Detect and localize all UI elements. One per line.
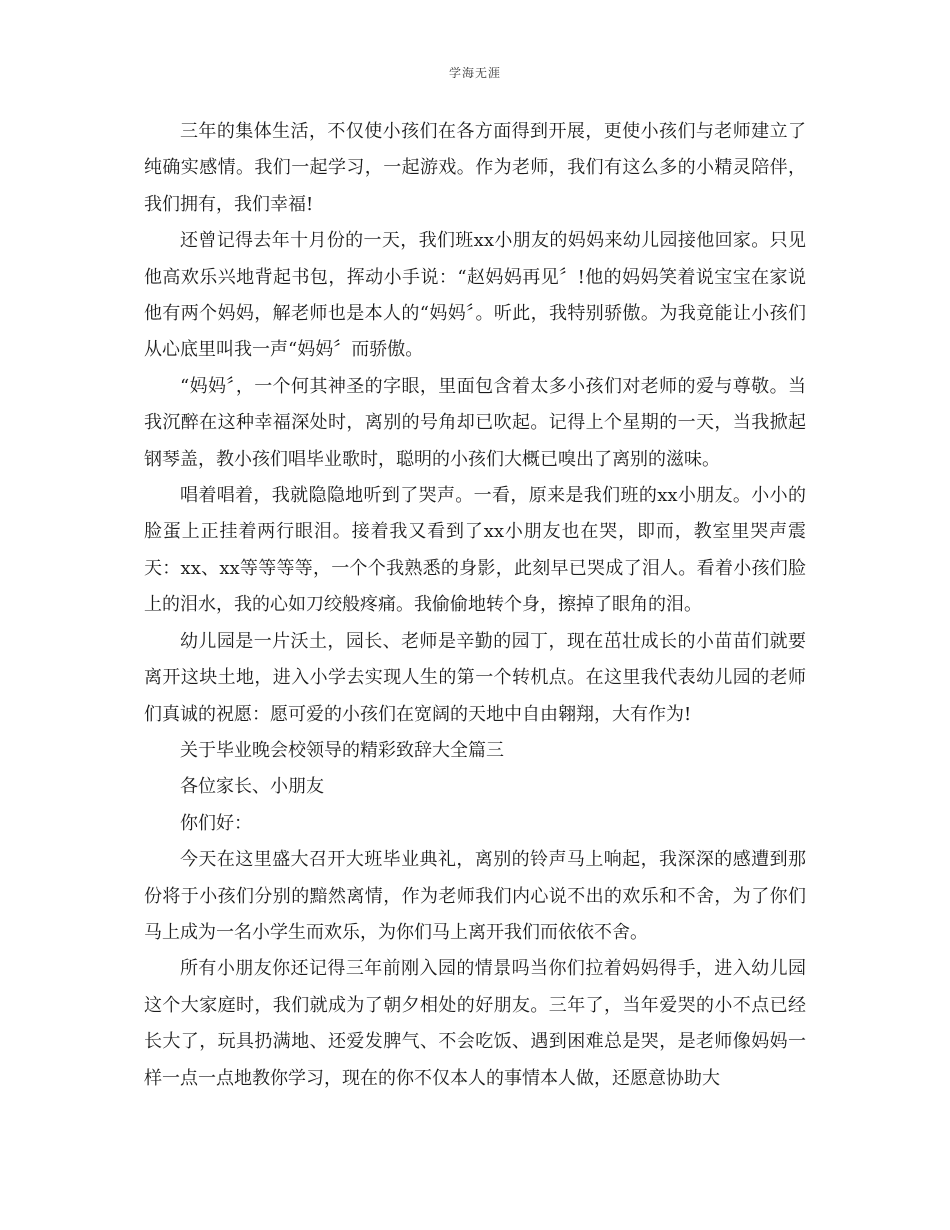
document-body — [144, 114, 806, 1097]
paragraph-6: 今天在这里盛大召开大班毕业典礼，离别的铃声马上响起，我深深的感遭到那份将于小孩们分别的黯然离情，作为老师我们内心说不出的欢乐和不舍，为了你们马上成为一名小学生而欢乐，为你们马上离开我们而依依不舍。 — [144, 849, 806, 943]
paragraph-3: “妈妈〞，一个何其神圣的字眼，里面包含着太多小孩们对老师的爱与尊敬。当我沉醉在这种幸福深处时，离别的号角却已吹起。记得上个星期的一天，当我掀起钢琴盖，教小孩们唱毕业歌时，聪明的小孩们大概已嗅出了离别的滋味。 — [144, 375, 806, 470]
paragraph-1: 三年的集体生活，不仅使小孩们在各方面得到开展，更使小孩们与老师建立了纯确实感情。我们一起学习，一起游戏。作为老师，我们有这么多的小精灵陪伴，我们拥有，我们幸福! — [144, 121, 806, 215]
section-heading: 关于毕业晚会校领导的精彩致辞大全篇三 — [180, 739, 504, 761]
paragraph-7: 所有小朋友你还记得三年前刚入园的情景吗当你们拉着妈妈得手，进入幼儿园这个大家庭时，我们就成为了朝夕相处的好朋友。三年了，当年爱哭的小不点已经长大了，玩具扔满地、还爱发脾气、不会吃饭、遇到困难总是哭，是老师像妈妈一样一点一点地教你学习，现在的你不仅本人的事情本人做，还愿意协助大 — [144, 958, 806, 1089]
paragraph-4: 唱着唱着，我就隐隐地听到了哭声。一看，原来是我们班的xx小朋友。小小的脸蛋上正挂着两行眼泪。接着我又看到了xx小朋友也在哭，即而，教室里哭声震天：xx、xx等等等等，一个个我熟悉的身影，此刻早已哭成了泪人。看着小孩们脸上的泪水，我的心如刀绞般疼痛。我偷偷地转个身，擦掉了眼角的泪。 — [144, 485, 806, 616]
paragraph-2: 还曾记得去年十月份的一天，我们班xx小朋友的妈妈来幼儿园接他回家。只见他高欢乐兴地背起书包，挥动小手说：“赵妈妈再见〞!他的妈妈笑着说宝宝在家说他有两个妈妈，解老师也是本人的“妈妈〞。听此，我特别骄傲。为我竟能让小孩们从心底里叫我一声“妈妈〞而骄傲。 — [144, 230, 806, 361]
greeting: 你们好： — [180, 812, 252, 834]
page-header: 学海无涯 — [448, 66, 501, 80]
salutation: 各位家长、小朋友 — [180, 776, 324, 798]
paragraph-5: 幼儿园是一片沃土，园长、老师是辛勤的园丁，现在茁壮成长的小苗苗们就要离开这块土地，进入小学去实现人生的第一个转机点。在这里我代表幼儿园的老师们真诚的祝愿：愿可爱的小孩们在宽阔的天地中自由翱翔，大有作为! — [144, 630, 806, 725]
